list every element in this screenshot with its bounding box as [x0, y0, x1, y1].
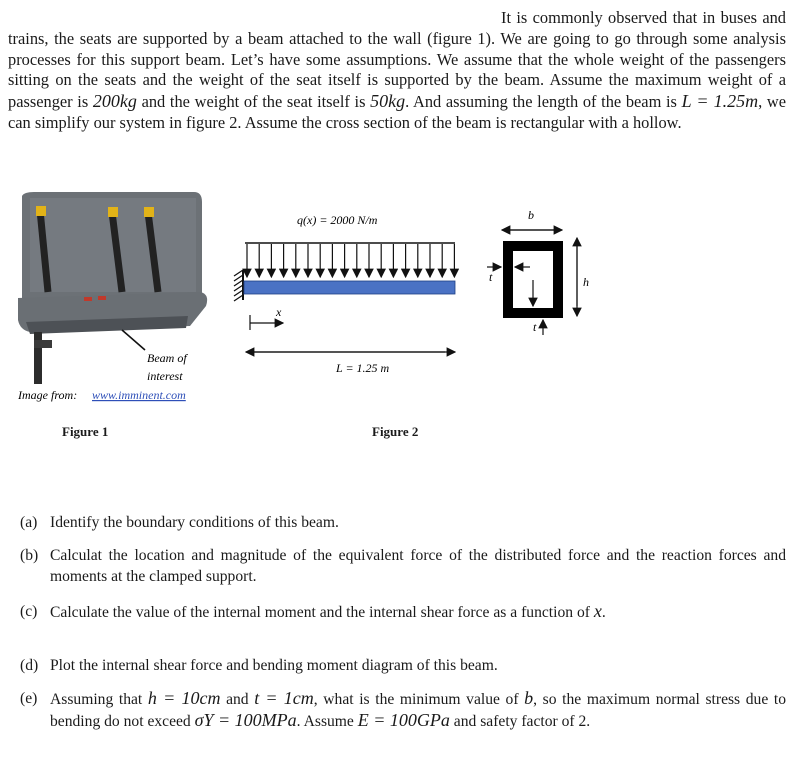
length-label: L = 1.25 m	[336, 361, 390, 375]
t-label-bottom: t	[533, 320, 537, 334]
figure2-caption: Figure 2	[372, 424, 419, 439]
t-label-side: t	[489, 270, 493, 284]
image-source-link[interactable]: www.imminent.com	[92, 388, 186, 402]
x-label: x	[276, 305, 282, 319]
load-label: q(x) = 2000 N/m	[297, 213, 378, 227]
passenger-mass: 200kg	[92, 91, 137, 112]
seat-support-beam	[34, 332, 42, 384]
cantilever-beam	[244, 281, 455, 294]
h-expr: h = 10cm	[147, 688, 221, 708]
intro-text-4: , we can simplify our system in figure 2. Assume the cross section of the beam is rectangular with a hollow.	[8, 92, 786, 132]
sigma-expr: σY = 100MPa	[194, 710, 297, 730]
qe-part2: and	[220, 691, 255, 708]
image-source-prefix: Image from:	[18, 388, 78, 402]
intro-paragraph	[8, 8, 786, 134]
belt-buckle-icon	[144, 207, 154, 217]
question-text	[50, 601, 786, 623]
question-c	[20, 601, 786, 623]
question-text: Calculat the location and magnitude of the equivalent force of the distributed force and the reaction forces and moments at the clamped support.	[50, 547, 786, 585]
question-b	[20, 545, 786, 587]
intro-text-1: It is commonly observed that in buses and trains, the seats are supported by a beam attached to the wall (figure 1). We are going to go through some analysis processes for this support beam. Let’s have some assumptions. We assume that the whole weight of the passengers sitting on the seats and the weight of the seat itself is supported by the beam. Assume the maximum weight of a passenger is	[8, 8, 786, 112]
hollow-rect-section	[503, 241, 563, 318]
qe-part6: and safety factor of 2.	[449, 713, 591, 730]
qe-part1: Assuming that	[50, 691, 148, 708]
section-h-label: h	[583, 275, 589, 289]
intro-text-3: . And assuming the length of the beam is	[405, 92, 682, 112]
figures-panel	[0, 180, 795, 450]
beam-label-line1: Beam of	[147, 351, 187, 365]
E-expr: E = 100GPa	[357, 710, 450, 730]
question-label: (c)	[20, 603, 38, 620]
t-expr: t = 1cm	[254, 688, 314, 708]
question-label: (a)	[20, 514, 38, 531]
wall-hatch	[234, 270, 243, 301]
intro-text-2: and the weight of the seat itself is	[136, 92, 371, 112]
question-text: Plot the internal shear force and bending moment diagram of this beam.	[50, 657, 498, 674]
beam-label-line2: interest	[147, 369, 183, 383]
qe-part5: . Assume	[296, 713, 358, 730]
b-var: b	[524, 688, 534, 708]
belt-buckle-icon	[36, 206, 46, 216]
var-x: x	[593, 601, 602, 621]
question-label: (d)	[20, 657, 39, 674]
question-a	[20, 512, 786, 533]
question-label: (e)	[20, 690, 38, 707]
figure1-caption: Figure 1	[62, 424, 109, 439]
question-e	[20, 688, 786, 732]
seat-mass: 50kg	[370, 91, 406, 112]
question-d	[20, 655, 786, 676]
question-c-end: .	[601, 604, 606, 621]
question-c-text: Calculate the value of the internal moment and the internal shear force as a function of	[50, 604, 594, 621]
question-text: Identify the boundary conditions of this beam.	[50, 514, 339, 531]
beam-pointer-line	[122, 330, 145, 350]
beam-length-expr: L = 1.25m	[681, 91, 759, 112]
belt-buckle-icon	[108, 207, 118, 217]
qe-part3: , what is the minimum value of	[313, 691, 525, 708]
question-label: (b)	[20, 547, 39, 564]
section-b-label: b	[528, 208, 534, 222]
question-text	[50, 688, 786, 732]
distributed-load-arrows	[247, 244, 454, 277]
qe-part4: , so the maximum normal stress due to bending do not exceed	[50, 691, 787, 730]
